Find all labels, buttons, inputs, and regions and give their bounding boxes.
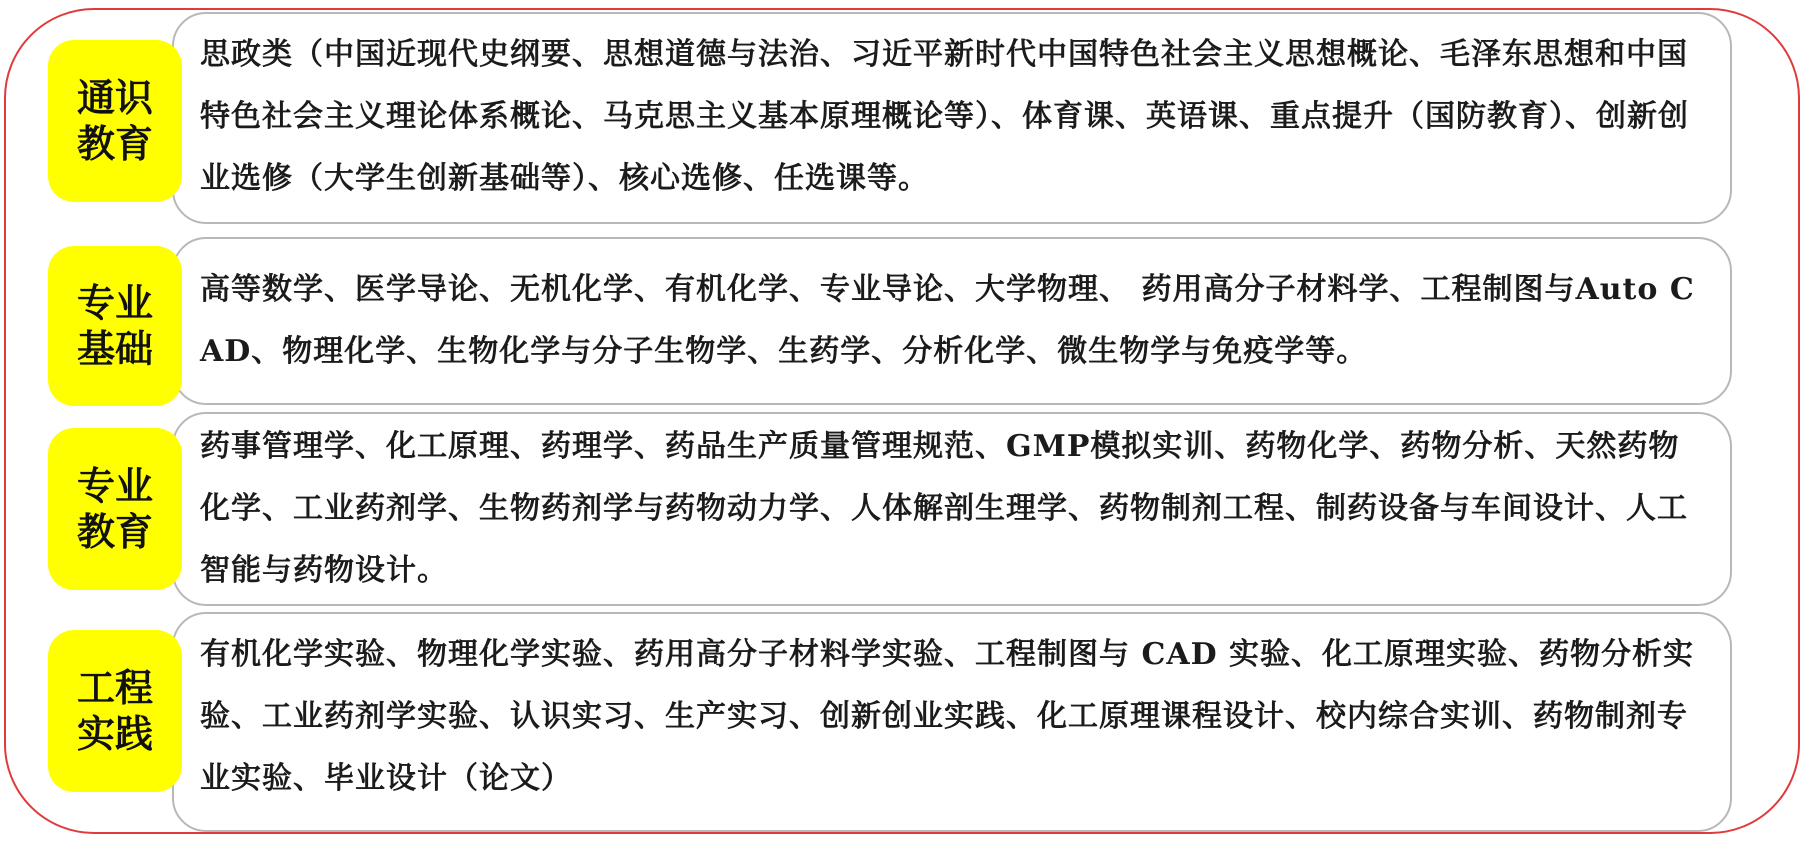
section-label-text-professional: 专业教育 xyxy=(76,464,153,554)
section-label-professional xyxy=(48,428,182,590)
section-content-box-general xyxy=(172,12,1732,224)
section-label-text-general: 通识教育 xyxy=(76,76,153,166)
section-content-general: 思政类（中国近现代史纲要、思想道德与法治、习近平新时代中国特色社会主义思想概论、毛泽东思想和中国特色社会主义理论体系概论、马克思主义基本原理概论等）、体育课、英语课、重点提升（国防教育）、创新创业选修（大学生创新基础等）、核心选修、任选课等。 xyxy=(200,37,1689,196)
section-label-text-foundation: 专业基础 xyxy=(76,281,153,371)
section-content-box-foundation xyxy=(172,237,1732,405)
section-content-box-professional xyxy=(172,412,1732,606)
section-label-text-practice: 工程实践 xyxy=(76,666,153,756)
section-label-general xyxy=(48,40,182,202)
section-label-foundation xyxy=(48,246,182,406)
section-content-professional: 药事管理学、化工原理、药理学、药品生产质量管理规范、GMP模拟实训、药物化学、药物分析、天然药物化学、工业药剂学、生物药剂学与药物动力学、人体解剖生理学、药物制剂工程、制药设备与车间设计、人工智能与药物设计。 xyxy=(200,429,1688,588)
section-content-foundation: 高等数学、医学导论、无机化学、有机化学、专业导论、大学物理、 药用高分子材料学、工程制图与Auto CAD、物理化学、生物化学与分子生物学、生药学、分析化学、微生物学与免疫学等。 xyxy=(200,272,1695,369)
section-label-practice xyxy=(48,630,182,792)
section-content-practice: 有机化学实验、物理化学实验、药用高分子材料学实验、工程制图与 CAD 实验、化工原理实验、药物分析实验、工业药剂学实验、认识实习、生产实习、创新创业实践、化工原理课程设计、校内综合实训、药物制剂专业实验、毕业设计（论文） xyxy=(200,637,1695,796)
section-content-box-practice xyxy=(172,612,1732,832)
